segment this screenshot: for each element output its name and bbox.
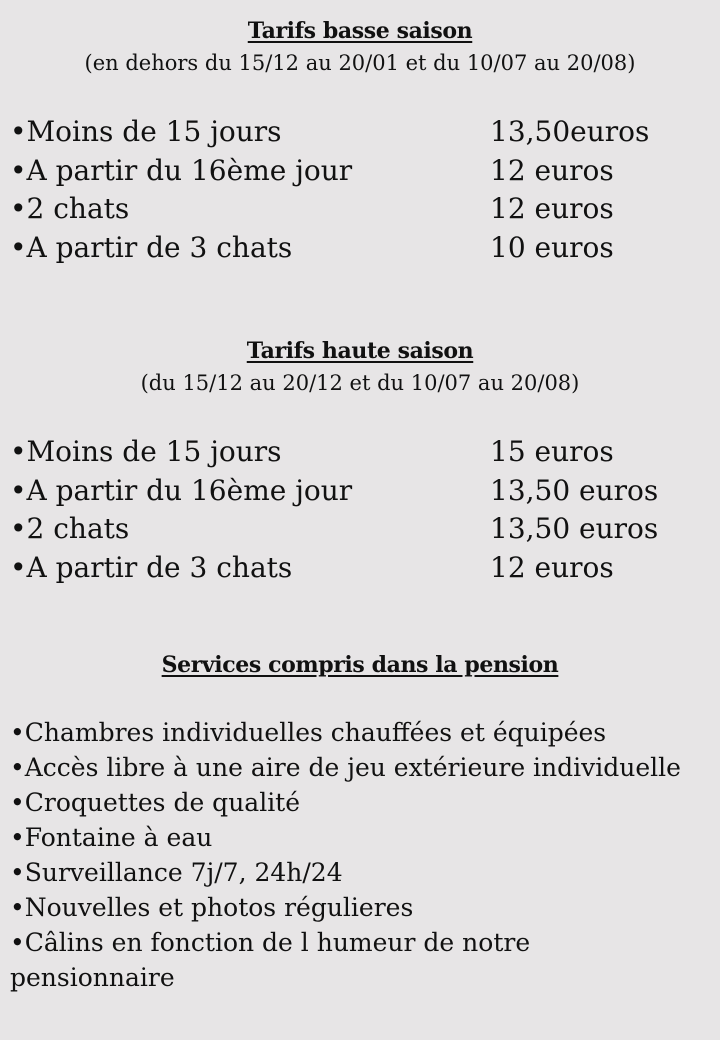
price-value: 10 euros <box>490 230 614 264</box>
price-label: •A partir de 3 chats <box>10 550 293 584</box>
low-season-subtitle: (en dehors du 15/12 au 20/01 et du 10/07 au 20/08) <box>84 51 636 75</box>
list-item: •Surveillance 7j/7, 24h/24 <box>10 858 343 887</box>
price-row <box>10 190 710 229</box>
price-value: 12 euros <box>490 550 614 584</box>
price-label: •Moins de 15 jours <box>10 435 282 468</box>
price-row <box>10 152 710 191</box>
price-label: •2 chats <box>10 192 130 225</box>
high-season-subtitle: (du 15/12 au 20/12 et du 10/07 au 20/08) <box>140 371 580 395</box>
list-item: •Nouvelles et photos régulieres <box>10 893 414 922</box>
list-item: •Chambres individuelles chauffées et équipées <box>10 718 607 747</box>
price-row <box>10 472 710 511</box>
price-label: •Moins de 15 jours <box>10 115 282 148</box>
price-row <box>10 433 710 472</box>
price-row <box>10 510 710 549</box>
price-row <box>10 113 710 152</box>
services-title: Services compris dans la pension <box>161 652 559 678</box>
price-label: •A partir du 16ème jour <box>10 153 353 187</box>
price-value: 12 euros <box>490 192 614 225</box>
price-label: •2 chats <box>10 512 130 545</box>
price-row <box>10 229 710 268</box>
list-item: •Accès libre à une aire de jeu extérieure individuelle <box>10 753 681 782</box>
list-item: •Croquettes de qualité <box>10 788 301 817</box>
price-value: 12 euros <box>490 153 614 187</box>
price-label: •A partir du 16ème jour <box>10 473 353 507</box>
price-value: 15 euros <box>490 435 614 468</box>
price-row <box>10 549 710 588</box>
price-value: 13,50euros <box>490 115 650 148</box>
high-season-price-list <box>10 433 710 587</box>
price-value: 13,50 euros <box>490 512 659 545</box>
price-label: •A partir de 3 chats <box>10 230 293 264</box>
list-item: •Câlins en fonction de l humeur de notre pensionnaire <box>10 928 531 992</box>
low-season-price-list <box>10 113 710 267</box>
list-item: •Fontaine à eau <box>10 823 213 852</box>
high-season-title: Tarifs haute saison <box>246 338 474 364</box>
services-list <box>10 715 720 995</box>
price-value: 13,50 euros <box>490 473 659 507</box>
low-season-title: Tarifs basse saison <box>247 18 473 44</box>
